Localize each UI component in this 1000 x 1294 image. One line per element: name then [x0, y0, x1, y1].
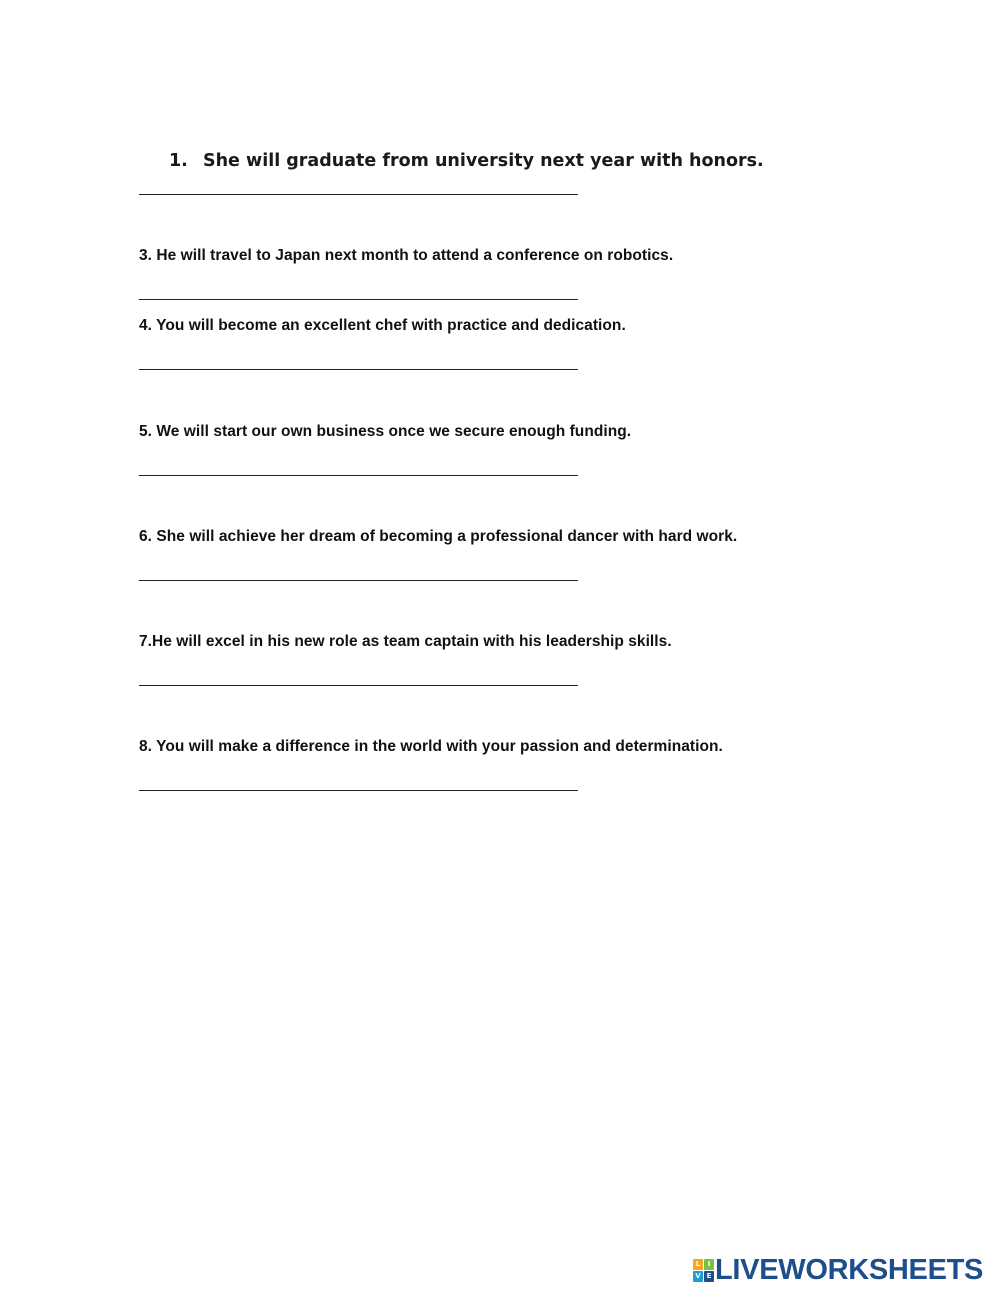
answer-line-1[interactable] — [139, 194, 578, 195]
answer-line-4[interactable] — [139, 369, 578, 370]
logo-mark-cell: V — [693, 1271, 703, 1282]
logo-mark-cell: E — [704, 1271, 714, 1282]
question-4: 4. You will become an excellent chef with practice and dedication. — [139, 317, 626, 334]
logo-mark-cell: I — [704, 1259, 714, 1270]
question-6: 6. She will achieve her dream of becoming a professional dancer with hard work. — [139, 528, 738, 545]
answer-line-7[interactable] — [139, 685, 578, 686]
answer-line-3[interactable] — [139, 299, 578, 300]
liveworksheets-logo — [693, 1254, 984, 1286]
logo-mark-cell: L — [693, 1259, 703, 1270]
question-1-text: She will graduate from university next year with honors. — [203, 151, 764, 171]
question-8: 8. You will make a difference in the world with your passion and determination. — [139, 738, 723, 755]
answer-line-5[interactable] — [139, 475, 578, 476]
answer-line-6[interactable] — [139, 580, 578, 581]
answer-line-8[interactable] — [139, 790, 578, 791]
question-1 — [169, 151, 764, 171]
logo-mark-icon — [693, 1259, 713, 1281]
logo-wordmark: LIVEWORKSHEETS — [715, 1254, 984, 1286]
question-5: 5. We will start our own business once we secure enough funding. — [139, 423, 632, 440]
question-7: 7.He will excel in his new role as team captain with his leadership skills. — [139, 633, 672, 650]
question-1-number: 1. — [169, 151, 188, 171]
question-3: 3. He will travel to Japan next month to attend a conference on robotics. — [139, 247, 674, 264]
